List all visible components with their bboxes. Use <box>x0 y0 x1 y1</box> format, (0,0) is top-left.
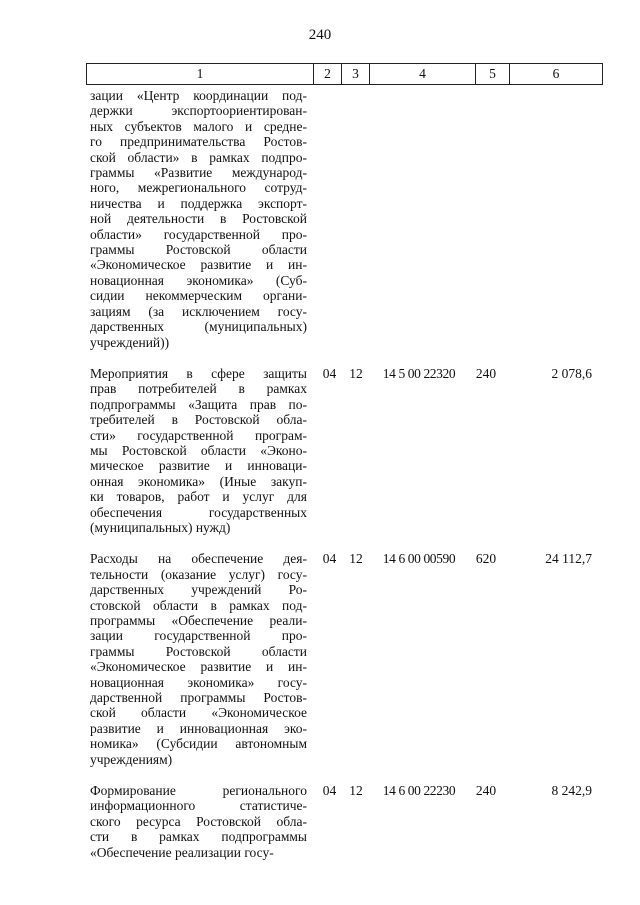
row-amount: 8 242,9 <box>551 783 592 799</box>
description-line: обеспечения государственных <box>90 504 307 520</box>
description-line: ского ресурса Ростовской обла- <box>90 813 307 829</box>
description-line: ничества и поддержка экспорт- <box>90 195 307 211</box>
description-line: дарственной программы Ростов- <box>90 690 307 706</box>
row-amount: 2 078,6 <box>551 365 592 381</box>
description-line: новационная экономика» (Суб- <box>90 272 307 288</box>
row-description <box>90 366 307 535</box>
row-target-article: 14 5 00 22320 <box>382 365 456 381</box>
description-line: ного, межрегионального сотруд- <box>90 180 307 196</box>
row-description <box>90 783 307 860</box>
header-col-2: 2 <box>314 64 342 85</box>
description-line: граммы «Развитие международ- <box>90 165 307 181</box>
row-section-code: 04 <box>322 783 337 799</box>
row-expense-type: 240 <box>475 365 497 381</box>
table-header <box>86 63 603 85</box>
table-row <box>90 783 602 860</box>
header-col-4: 4 <box>370 64 476 85</box>
description-line: учреждениям) <box>90 751 173 767</box>
row-target-article: 14 6 00 00590 <box>382 551 456 567</box>
row-target-article: 14 6 00 22230 <box>382 783 456 799</box>
row-description <box>90 551 307 767</box>
description-line: «Обеспечение реализации госу- <box>90 844 274 860</box>
description-line: мы Ростовской области «Эконо- <box>90 442 307 458</box>
description-line: «Экономическое развитие и ин- <box>90 659 307 675</box>
description-line: программы «Обеспечение реали- <box>90 613 307 628</box>
table-row <box>90 551 602 767</box>
description-line: сти» государственной програм- <box>90 427 307 443</box>
header-col-3: 3 <box>342 64 370 85</box>
row-amount: 24 112,7 <box>545 551 592 567</box>
description-line: сти в рамках подпрограммы <box>90 829 307 845</box>
description-line: граммы Ростовской области <box>90 242 307 258</box>
description-line: ской области» в рамках подпро- <box>90 149 307 165</box>
description-line: «Экономическое развитие и ин- <box>90 257 307 273</box>
description-line: подпрограммы «Защита прав по- <box>90 396 307 412</box>
page-number: 240 <box>308 27 332 43</box>
header-col-1: 1 <box>87 64 314 85</box>
description-line: ской области «Экономическое <box>90 705 307 721</box>
row-expense-type: 240 <box>475 783 497 799</box>
table-header-row <box>87 64 603 85</box>
row-section-code: 04 <box>322 365 337 381</box>
description-line: ной деятельности в Ростовской <box>90 211 307 227</box>
row-subsection-code: 12 <box>349 365 363 381</box>
description-line: зации государственной про- <box>90 628 307 644</box>
description-line: новационная экономика» госу- <box>90 674 307 690</box>
description-line: (муниципальных) нужд) <box>90 519 231 535</box>
description-line: Формирование регионального <box>90 783 307 799</box>
description-line: тельности (оказание услуг) госу- <box>90 566 307 582</box>
header-col-6: 6 <box>510 64 603 85</box>
description-line: развитие и инновационная эко- <box>90 720 307 736</box>
table-body <box>90 88 602 876</box>
description-line: учреждений)) <box>90 334 170 350</box>
description-line: ных субъектов малого и средне- <box>90 118 307 134</box>
description-line: информационного статистиче- <box>90 798 307 814</box>
description-line: зации «Центр координации под- <box>90 88 307 103</box>
description-line: ки товаров, работ и услуг для <box>90 489 307 505</box>
description-line: дарственных учреждений Ро- <box>90 582 307 598</box>
table-row <box>90 366 602 535</box>
description-line: онная экономика» (Иные закуп- <box>90 473 307 489</box>
description-line: стовской области в рамках под- <box>90 597 307 613</box>
row-expense-type: 620 <box>475 551 497 567</box>
description-line: мическое развитие и инноваци- <box>90 458 307 474</box>
description-line: го предпринимательства Ростов- <box>90 134 307 150</box>
description-line: зациям (за исключением госу- <box>90 303 307 319</box>
row-subsection-code: 12 <box>349 551 363 567</box>
description-line: требителей в Ростовской обла- <box>90 412 307 428</box>
description-line: прав потребителей в рамках <box>90 381 307 397</box>
table-row <box>90 88 602 350</box>
description-line: Мероприятия в сфере защиты <box>90 365 307 381</box>
description-line: дарственных (муниципальных) <box>90 319 307 335</box>
description-line: сидии некоммерческим органи- <box>90 288 307 304</box>
row-subsection-code: 12 <box>349 783 363 799</box>
description-line: держки экспортоориентирован- <box>90 103 307 119</box>
row-section-code: 04 <box>322 551 337 567</box>
row-description <box>90 88 307 350</box>
description-line: граммы Ростовской области <box>90 643 307 659</box>
header-col-5: 5 <box>476 64 510 85</box>
description-line: номика» (Субсидии автономным <box>90 736 307 752</box>
description-line: области» государственной про- <box>90 226 307 242</box>
description-line: Расходы на обеспечение дея- <box>90 551 307 567</box>
